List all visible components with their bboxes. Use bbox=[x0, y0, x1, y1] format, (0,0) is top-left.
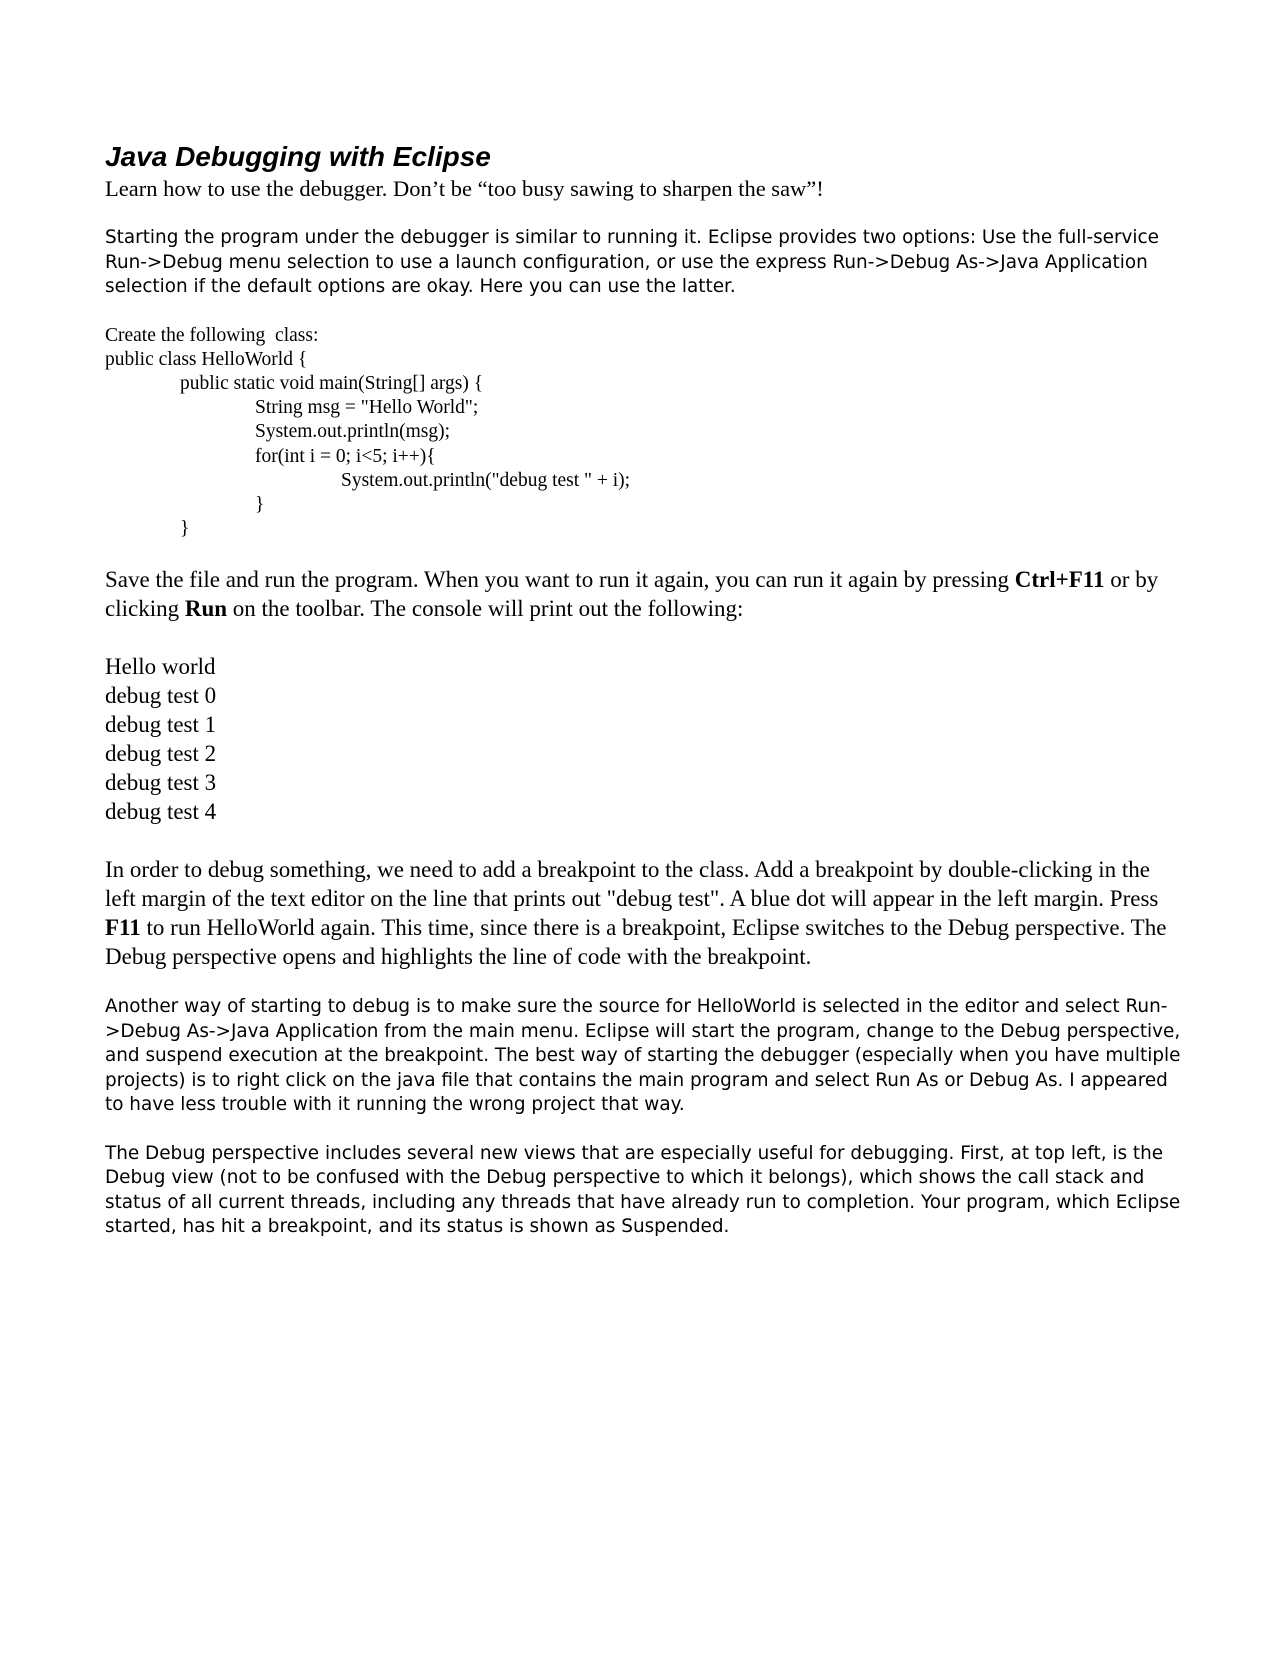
breakpoint-paragraph bbox=[105, 855, 1185, 971]
document-subtitle: Learn how to use the debugger. Don’t be “too busy sawing to sharpen the saw”! bbox=[105, 176, 824, 201]
document-title: Java Debugging with Eclipse bbox=[105, 141, 491, 172]
shortcut-f11: F11 bbox=[105, 915, 141, 941]
code-line: public class HelloWorld { bbox=[105, 348, 308, 370]
code-line: public static void main(String[] args) { bbox=[180, 372, 484, 394]
console-line: debug test 4 bbox=[105, 799, 217, 825]
save-text-after: on the toolbar. The console will print out the following: bbox=[227, 596, 744, 622]
breakpoint-text-after: to run HelloWorld again. This time, since there is a breakpoint, Eclipse switches to the Debug perspective. The Debug perspective opens and highlights the line of code with the breakpoint. bbox=[105, 915, 1167, 970]
run-label: Run bbox=[184, 596, 228, 622]
debug-perspective-paragraph: The Debug perspective includes several new views that are especially useful for debugging. First, at top left, is the Debug view (not to be confused with the Debug perspective to which it belongs), which shows the call stack and status of all current threads, including any threads that have already run to completion. Your program, which Eclipse started, has hit a breakpoint, and its status is shown as Suspended. bbox=[105, 1142, 1181, 1238]
console-line: debug test 3 bbox=[105, 770, 217, 796]
document-page bbox=[105, 140, 1185, 1240]
code-line: for(int i = 0; i<5; i++){ bbox=[255, 445, 436, 467]
save-text-middle: or by clicking bbox=[105, 567, 1159, 622]
another-way-paragraph: Another way of starting to debug is to make sure the source for HelloWorld is selected in the editor and select Run->Debug As->Java Application from the main menu. Eclipse will start the program, change to the Debug perspective, and suspend execution at the breakpoint. The best way of starting the debugger (especially when you have multiple projects) is to right click on the java file that contains the main program and select Run As or Debug As. I appeared to have less trouble with it running the wrong project that way. bbox=[105, 996, 1181, 1116]
console-output bbox=[105, 652, 1185, 826]
console-line: Hello world bbox=[105, 654, 216, 680]
save-paragraph bbox=[105, 565, 1185, 623]
shortcut-ctrl-f11: Ctrl+F11 bbox=[1014, 567, 1105, 593]
code-line: String msg = "Hello World"; bbox=[255, 397, 479, 419]
code-line: System.out.println("debug test " + i); bbox=[341, 469, 631, 491]
console-line: debug test 1 bbox=[105, 712, 217, 738]
code-line: } bbox=[180, 518, 190, 540]
console-line: debug test 0 bbox=[105, 683, 217, 709]
code-line: } bbox=[255, 493, 265, 515]
code-intro-line: Create the following class: bbox=[105, 324, 319, 346]
intro-paragraph: Starting the program under the debugger is similar to running it. Eclipse provides two options: Use the full-service Run->Debug menu selection to use a launch configuration, or use the express Run->Debug As->Java Application selection if the default options are okay. Here you can use the latter. bbox=[105, 227, 1159, 297]
breakpoint-text-before: In order to debug something, we need to add a breakpoint to the class. Add a breakpoint by double-clicking in the left margin of the text editor on the line that prints out "debug test". A blue dot will appear in the left margin. Press bbox=[105, 857, 1159, 912]
save-text-before: Save the file and run the program. When you want to run it again, you can run it again by pressing bbox=[105, 567, 1015, 593]
code-line: System.out.println(msg); bbox=[255, 421, 450, 443]
code-sample bbox=[105, 324, 1185, 542]
console-line: debug test 2 bbox=[105, 741, 217, 767]
